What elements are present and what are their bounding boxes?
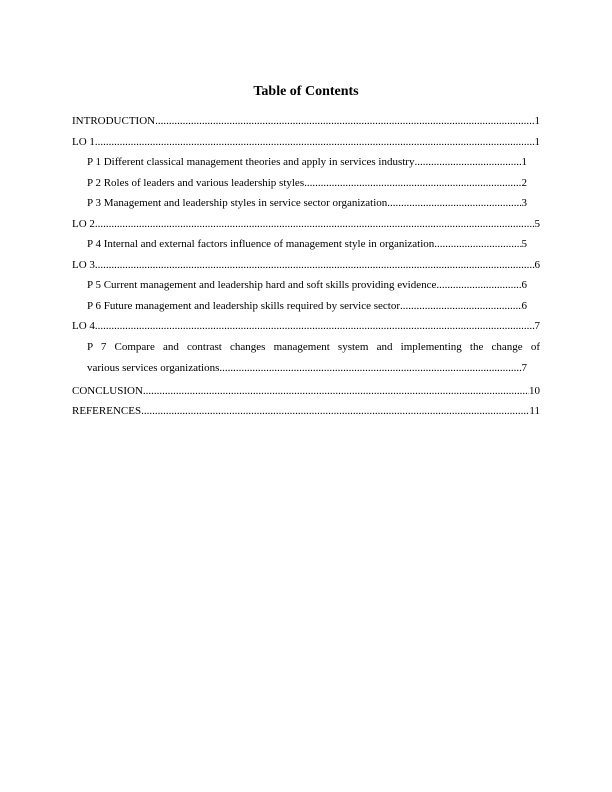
toc-entry-label: P 3 Management and leadership styles in service sector organization [87,197,388,209]
toc-entry-p7[interactable] [87,337,540,378]
toc-entry-label: LO 4 [72,320,95,332]
toc-entry-lo2[interactable] [72,218,540,231]
toc-page-number: 5 [521,238,527,250]
toc-dot-leader [95,218,535,231]
toc-dot-leader [414,156,521,169]
toc-dot-leader [95,320,535,333]
toc-entry-label-line2: various services organizations [87,361,220,374]
toc-entry-label: INTRODUCTION [72,115,156,127]
toc-entry-label: P 6 Future management and leadership skills required by service sector [87,300,401,312]
toc-entry-p6[interactable] [87,300,527,313]
toc-dot-leader [219,358,521,379]
toc-entry-label: P 5 Current management and leadership hard and soft skills providing evidence [87,279,437,291]
toc-entry-p4[interactable] [87,238,527,251]
toc-dot-leader [304,177,521,190]
toc-dot-leader [95,136,535,149]
toc-page-number: 2 [521,177,527,189]
toc-entry-label: LO 3 [72,259,95,271]
toc-page-number: 7 [534,320,540,332]
toc-dot-leader [95,259,535,272]
toc-page-number: 6 [521,279,527,291]
toc-entry-label-line2-row [87,358,527,379]
toc-entry-p3[interactable] [87,197,527,210]
toc-entry-label: LO 1 [72,136,95,148]
toc-entry-label-line1: P 7 Compare and contrast changes management system and implementing the change of [87,341,540,353]
toc-entry-label: P 4 Internal and external factors influence of management style in organization [87,238,435,250]
toc-entry-label: P 2 Roles of leaders and various leadership styles [87,177,305,189]
toc-entry-references[interactable] [72,405,540,418]
toc-page-number: 6 [534,259,540,271]
toc-dot-leader [155,115,534,128]
toc-page-number: 10 [529,385,540,397]
toc-entry-p2[interactable] [87,177,527,190]
toc-entry-p1[interactable] [87,156,527,169]
toc-dot-leader [387,197,521,210]
toc-page-number: 6 [521,300,527,312]
toc-dot-leader [400,300,521,313]
toc-entry-p5[interactable] [87,279,527,292]
toc-entry-lo3[interactable] [72,259,540,272]
toc-dot-leader [434,238,521,251]
toc-entry-label: P 1 Different classical management theories and apply in services industry [87,156,415,168]
toc-page-number: 3 [521,197,527,209]
toc-page-number: 1 [534,136,540,148]
toc-entry-conclusion[interactable] [72,385,540,398]
toc-dot-leader [141,405,529,418]
toc-page-number: 1 [521,156,527,168]
toc-entry-lo1[interactable] [72,136,540,149]
toc-dot-leader [436,279,521,292]
toc-entry-label: REFERENCES [72,405,142,417]
toc-entry-lo4[interactable] [72,320,540,333]
toc-page-number: 1 [534,115,540,127]
toc-page-number: 5 [534,218,540,230]
toc-title: Table of Contents [253,84,359,99]
toc-dot-leader [143,385,529,398]
toc-entry-label: CONCLUSION [72,385,143,397]
toc-page-number: 11 [529,405,540,417]
toc-entry-label: LO 2 [72,218,95,230]
toc-page-number: 7 [521,361,527,374]
toc-entry-introduction[interactable] [72,115,540,128]
